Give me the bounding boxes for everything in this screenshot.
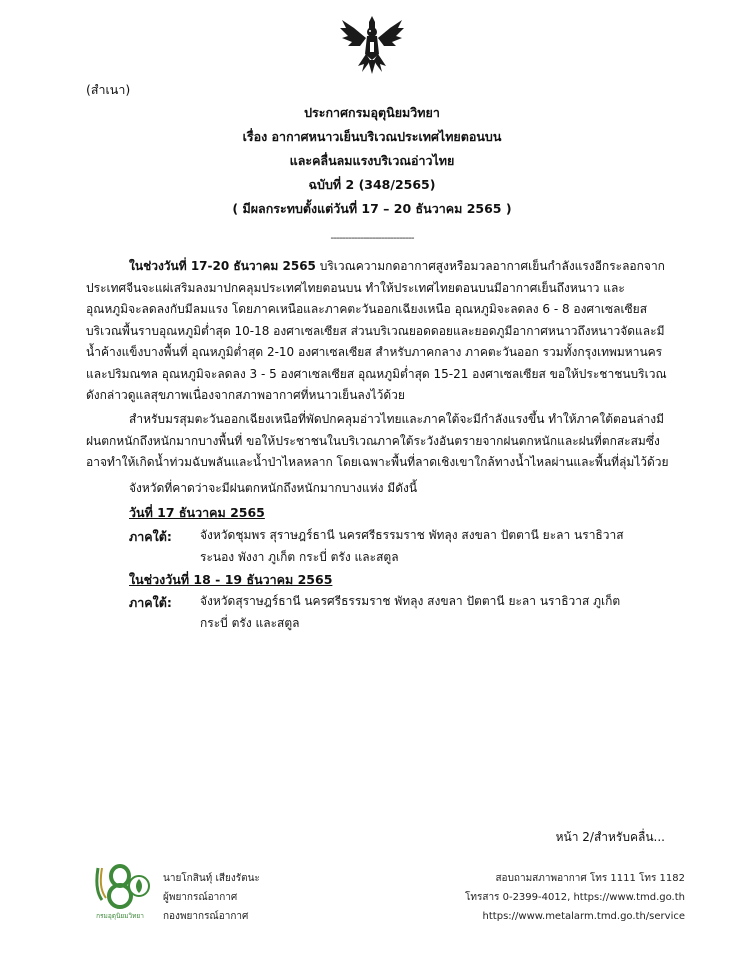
forecast-region: ภาคใต้: <box>129 529 172 544</box>
forecast-provinces-line: กระบี่ ตรัง และสตูล <box>200 616 300 630</box>
forecast-provinces <box>200 524 670 568</box>
hotline-text: สอบถามสภาพอากาศ โทร 1111 โทร 1182 <box>495 873 685 884</box>
fax-website: โทรสาร 0-2399-4012, https://www.tmd.go.th <box>465 892 685 903</box>
paragraph-line: ฝนตกหนักถึงหนักมากบางพื้นที่ ขอให้ประชาชนในบริเวณภาคใต้ระวังอันตรายจากฝนตกหนักและฝนที่ตกสะสมซึ่ง <box>86 433 660 448</box>
paragraph-line: และปริมณฑล อุณหภูมิจะลดลง 3 - 5 องศาเซลเซียส อุณหภูมิต่ำสุด 15-21 องศาเซลเซียส ขอให้ประชาชนบริเวณ <box>86 366 667 381</box>
paragraph-line: น้ำค้างแข็งบางพื้นที่ อุณหภูมิต่ำสุด 2-10 องศาเซลเซียส สำหรับภาคกลาง ภาคตะวันออก รวมทั้งกรุงเทพมหานคร <box>86 345 663 359</box>
metalarm-link[interactable]: https://www.metalarm.tmd.go.th/service <box>482 911 685 922</box>
forecast-provinces-line: ระนอง พังงา ภูเก็ต กระบี่ ตรัง และสตูล <box>200 550 399 564</box>
garuda-emblem-icon <box>336 14 408 76</box>
announcement-subject-cont: และคลื่นลมแรงบริเวณอ่าวไทย <box>289 153 455 168</box>
division-name: กองพยากรณ์อากาศ <box>163 911 249 922</box>
forecast-date: วันที่ 17 ธันวาคม 2565 <box>129 505 265 520</box>
signer-name: นายโกสินทุ์ เสียงรัตนะ <box>163 873 260 884</box>
forecast-date: ในช่วงวันที่ 18 - 19 ธันวาคม 2565 <box>129 572 333 587</box>
signature-block <box>163 869 260 926</box>
paragraph-provinces-intro <box>86 478 666 500</box>
forecast-region: ภาคใต้: <box>129 595 172 610</box>
paragraph-cold-weather <box>86 256 666 407</box>
separator: ---------------------------- <box>330 231 414 244</box>
paragraph-line: สำหรับมรสุมตะวันออกเฉียงเหนือที่พัดปกคลุมอ่าวไทยและภาคใต้จะมีกำลังแรงขึ้น ทำให้ภาคใต้ตอนล่างมี <box>129 412 665 426</box>
paragraph-line: จังหวัดที่คาดว่าจะมีฝนตกหนักถึงหนักมากบางแห่ง มีดังนี้ <box>129 481 418 495</box>
forecast-provinces-line: จังหวัดสุราษฎร์ธานี นครศรีธรรมราช พัทลุง สงขลา ปัตตานี ยะลา นราธิวาส ภูเก็ต <box>200 594 621 608</box>
effective-period: ( มีผลกระทบตั้งแต่วันที่ 17 – 20 ธันวาคม 2565 ) <box>232 201 512 216</box>
page-continuation: หน้า 2/สำหรับคลื่น... <box>555 830 665 844</box>
copy-mark: (สำเนา) <box>86 82 131 97</box>
paragraph-line: ดังกล่าวดูแลสุขภาพเนื่องจากสภาพอากาศที่หนาวเย็นลงไว้ด้วย <box>86 388 405 402</box>
announcement-title: ประกาศกรมอุตุนิยมวิทยา <box>304 105 440 120</box>
forecast-provinces <box>200 590 670 634</box>
paragraph-monsoon <box>86 409 669 474</box>
signer-title: ผู้พยากรณ์อากาศ <box>163 892 238 903</box>
announcement-subject: เรื่อง อากาศหนาวเย็นบริเวณประเทศไทยตอนบน <box>242 129 502 144</box>
tmd-logo-icon <box>90 862 150 924</box>
paragraph-line: อุณหภูมิจะลดลงกับมีลมแรง โดยภาคเหนือและภาคตะวันออกเฉียงเหนือ อุณหภูมิจะลดลง 6 - 8 องศาเซลเซียส <box>86 302 648 316</box>
contact-block <box>465 869 685 926</box>
paragraph-line: บริเวณความกดอากาศสูงหรือมวลอากาศเย็นกำลังแรงอีกระลอกจาก <box>315 259 665 273</box>
issue-number: ฉบับที่ 2 (348/2565) <box>308 177 436 192</box>
forecast-provinces-line: จังหวัดชุมพร สุราษฎร์ธานี นครศรีธรรมราช พัทลุง สงขลา ปัตตานี ยะลา นราธิวาส <box>200 528 624 542</box>
paragraph-lead: ในช่วงวันที่ 17-20 ธันวาคม 2565 <box>129 259 316 273</box>
paragraph-line: อาจทำให้เกิดน้ำท่วมฉับพลันและน้ำป่าไหลหลาก โดยเฉพาะพื้นที่ลาดเชิงเขาใกล้ทางน้ำไหลผ่านและพื้นที่ลุ่มไว้ด้วย <box>86 455 669 469</box>
paragraph-line: บริเวณพื้นราบอุณหภูมิต่ำสุด 10-18 องศาเซลเซียส ส่วนบริเวณยอดดอยและยอดภูมีอากาศหนาวถึงหนาวจัดและมี <box>86 323 665 338</box>
paragraph-line: ประเทศจีนจะแผ่เสริมลงมาปกคลุมประเทศไทยตอนบน ทำให้ประเทศไทยตอนบนมีอากาศเย็นถึงหนาว และ <box>86 280 625 295</box>
tmd-logo-text: กรมอุตุนิยมวิทยา <box>96 912 144 920</box>
